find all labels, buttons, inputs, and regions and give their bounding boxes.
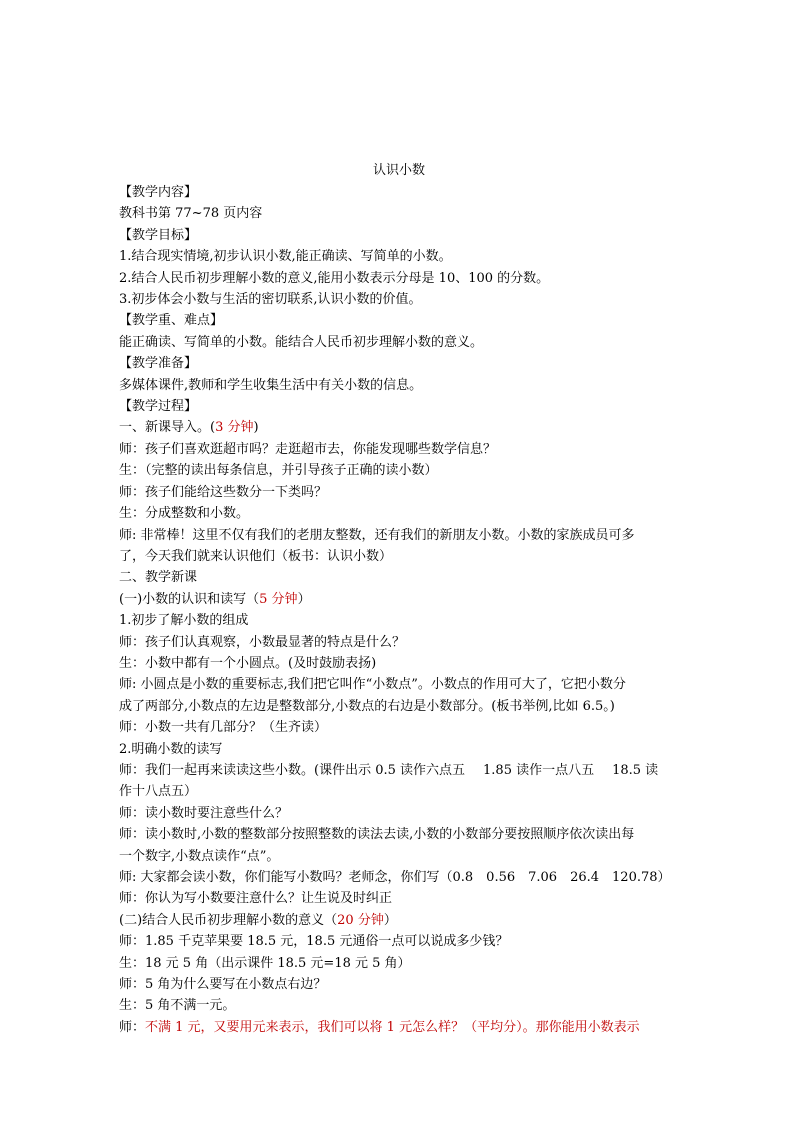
dialogue-line: 生：5 角不满一元。 bbox=[119, 998, 236, 1014]
dialogue-text: 1.85 读作一点八五 bbox=[483, 762, 595, 778]
heading-preparation: 【教学准备】 bbox=[119, 356, 198, 372]
paragraph: 教科书第 77~78 页内容 bbox=[119, 206, 263, 222]
goal-item: 3.初步体会小数与生活的密切联系,认识小数的价值。 bbox=[119, 292, 422, 308]
dialogue-line: 师：孩子们喜欢逛超市吗？走逛超市去，你能发现哪些数学信息？ bbox=[119, 441, 497, 457]
dialogue-line: 师: 小圆点是小数的重要标志,我们把它叫作“小数点”。小数点的作用可大了，它把小数分 bbox=[119, 677, 626, 693]
dialogue-line: 了，今天我们就来认识他们（板书：认识小数） bbox=[119, 548, 393, 564]
time-note: 20 分钟 bbox=[337, 912, 384, 928]
dialogue-line: 作十八点五） bbox=[119, 784, 198, 800]
dialogue-line: 师：你认为写小数要注意什么？让生说及时纠正 bbox=[119, 891, 393, 907]
time-note: 3 分钟 bbox=[215, 420, 254, 436]
goal-item: 1.结合现实情境,初步认识小数,能正确读、写简单的小数。 bbox=[119, 249, 452, 265]
dialogue-line: 成了两部分,小数点的左边是整数部分,小数点的右边是小数部分。(板书举例,比如 6.5。) bbox=[119, 698, 615, 714]
dialogue-line: 师：小数一共有几部分？（生齐读） bbox=[119, 720, 328, 736]
heading-teaching-content: 【教学内容】 bbox=[119, 185, 198, 200]
document-page bbox=[119, 160, 679, 1038]
dialogue-line: 师：孩子们能给这些数分一下类吗？ bbox=[119, 484, 328, 500]
dialogue-line: 一个数字,小数点读作“点”。 bbox=[119, 848, 280, 864]
heading-key-points: 【教学重、难点】 bbox=[119, 313, 224, 329]
subsection-heading bbox=[119, 589, 679, 610]
step-heading: 1.初步了解小数的组成 bbox=[119, 613, 249, 629]
subsection-heading-text: (一)小数的认识和读写（ bbox=[119, 591, 260, 607]
heading-teaching-goals: 【教学目标】 bbox=[119, 227, 198, 243]
subsection-heading-text: ） bbox=[297, 591, 311, 607]
dialogue-line: 师：1.85 千克苹果要 18.5 元，18.5 元通俗一点可以说成多少钱？ bbox=[119, 934, 509, 950]
heading-teaching-process: 【教学过程】 bbox=[119, 399, 198, 415]
dialogue-text: 师： bbox=[119, 1019, 146, 1035]
dialogue-line: 师：读小数时要注意些什么？ bbox=[119, 805, 289, 821]
dialogue-line: 生：分成整数和小数。 bbox=[119, 506, 250, 522]
dialogue-line: 师：5 角为什么要写在小数点右边？ bbox=[119, 977, 327, 993]
dialogue-line: 生：小数中都有一个小圆点。(及时鼓励表扬) bbox=[119, 655, 377, 671]
document-title: 认识小数 bbox=[372, 163, 425, 178]
paragraph: 能正确读、写简单的小数。能结合人民币初步理解小数的意义。 bbox=[119, 334, 484, 350]
dialogue-text: 18.5 读 bbox=[612, 762, 659, 778]
section-heading: 二、教学新课 bbox=[119, 570, 198, 586]
dialogue-line: 生：（完整的读出每条信息，并引导孩子正确的读小数） bbox=[119, 463, 438, 479]
paragraph: 多媒体课件,教师和学生收集生活中有关小数的信息。 bbox=[119, 377, 423, 393]
step-heading: 2.明确小数的读写 bbox=[119, 741, 223, 757]
subsection-heading-text: (二)结合人民币初步理解小数的意义（ bbox=[119, 912, 338, 928]
dialogue-line: 师：孩子们认真观察，小数最显著的特点是什么？ bbox=[119, 634, 406, 650]
section-heading-text: 一、新课导入。( bbox=[119, 420, 216, 436]
dialogue-line: 生：18 元 5 角（出示课件 18.5 元=18 元 5 角） bbox=[119, 955, 411, 971]
dialogue-line: 师: 大家都会读小数，你们能写小数吗？老师念，你们写（0.8 0.56 7.06 26.4 120.78） bbox=[119, 870, 671, 885]
subsection-heading bbox=[119, 910, 679, 931]
section-heading bbox=[119, 417, 679, 438]
dialogue-line bbox=[119, 760, 679, 781]
subsection-heading-text: ） bbox=[383, 912, 397, 928]
dialogue-line bbox=[119, 1017, 679, 1038]
time-note: 5 分钟 bbox=[259, 591, 298, 607]
dialogue-line: 师：读小数时,小数的整数部分按照整数的读法去读,小数的小数部分要按照顺序依次读出每 bbox=[119, 827, 635, 843]
goal-item: 2.结合人民币初步理解小数的意义,能用小数表示分母是 10、100 的分数。 bbox=[119, 270, 550, 286]
dialogue-text: 师：我们一起再来读读这些小数。(课件出示 0.5 读作六点五 bbox=[119, 762, 466, 778]
section-heading-text: ) bbox=[253, 420, 259, 436]
dialogue-line: 师: 非常棒！这里不仅有我们的老朋友整数，还有我们的新朋友小数。小数的家族成员可多 bbox=[119, 527, 635, 543]
highlighted-text: 不满 1 元，又要用元来表示，我们可以将 1 元怎么样？（平均分）。那你能用小数表示 bbox=[145, 1019, 640, 1035]
